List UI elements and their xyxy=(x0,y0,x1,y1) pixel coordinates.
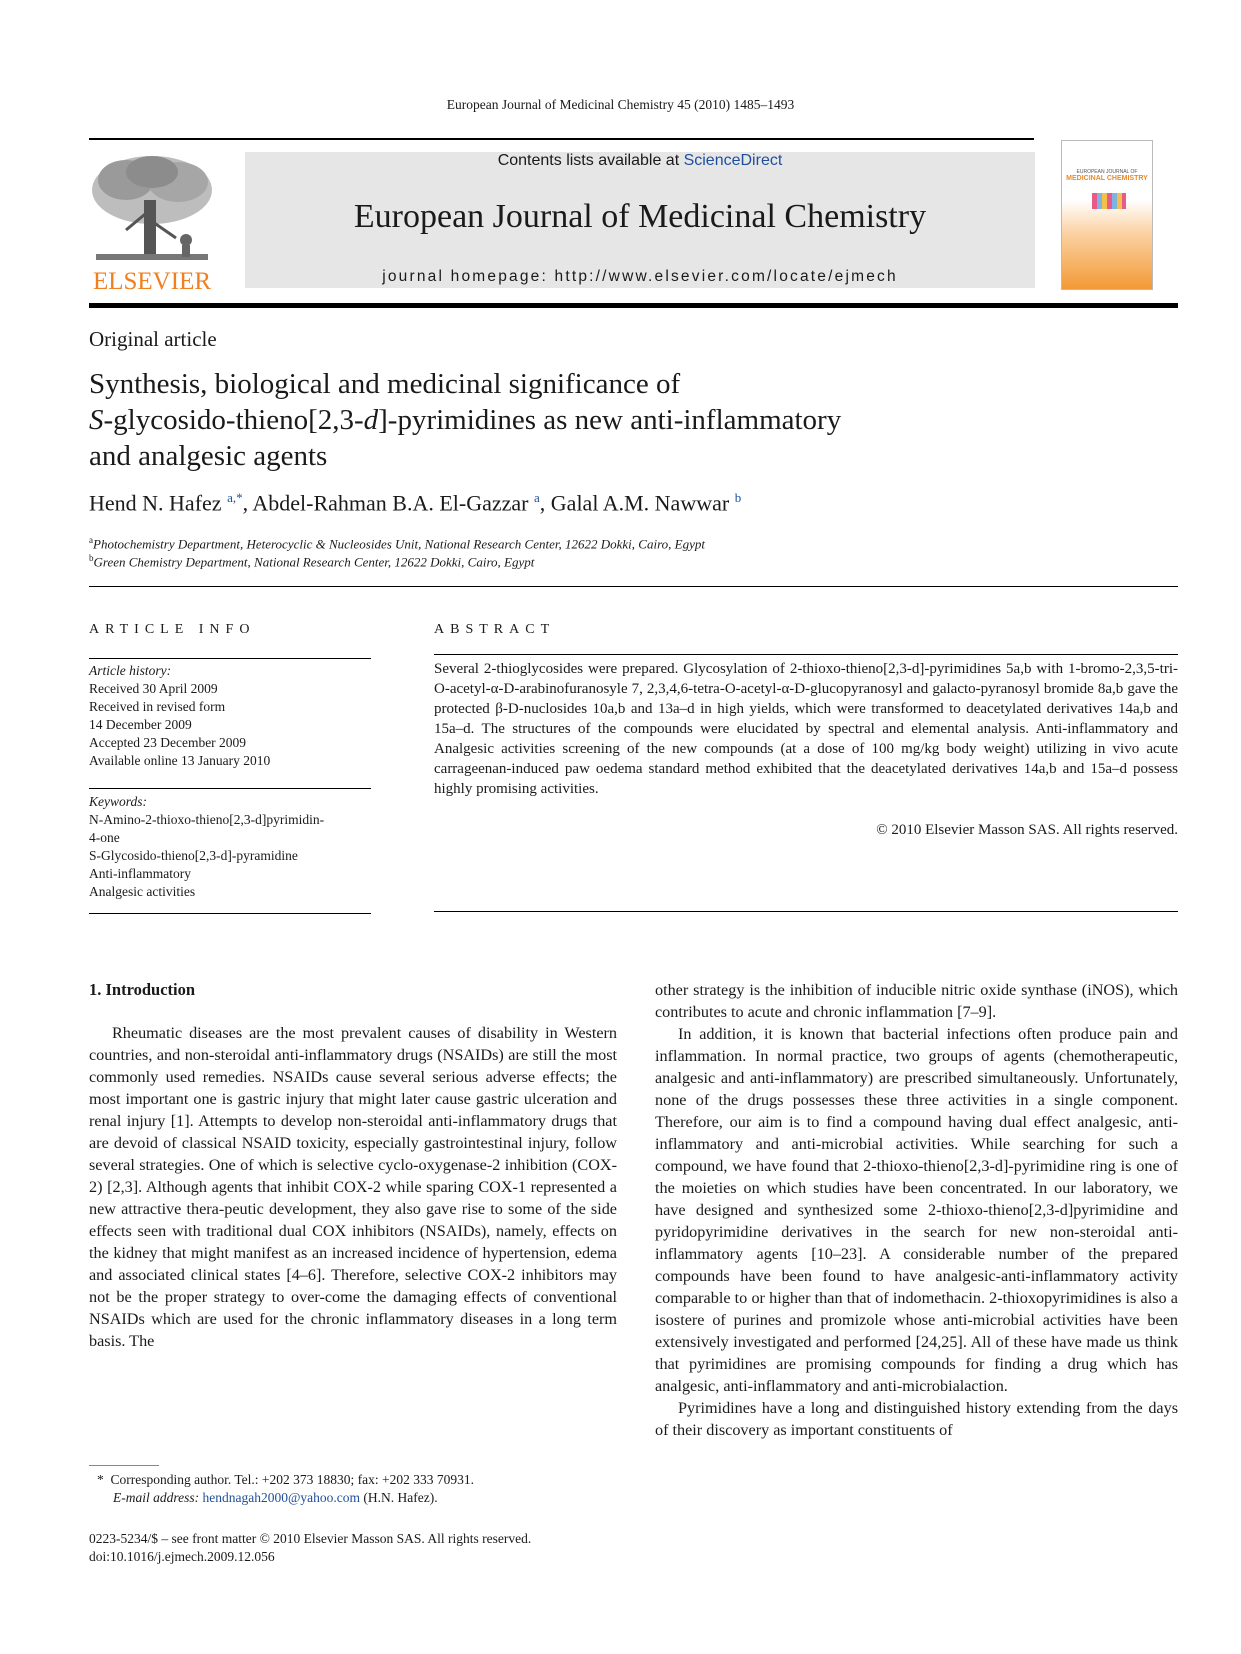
journal-cover-thumbnail[interactable] xyxy=(1061,140,1153,290)
elsevier-tree-icon xyxy=(86,150,218,268)
author-name[interactable]: Hend N. Hafez xyxy=(89,490,222,516)
author-list: Hend N. Hafez $^{a,*}$, Abdel-Rahman B.A. El-Gazzar $^a$, Galal A.M. Nawwar $^b$ xyxy=(89,490,742,516)
footnote-mark: * xyxy=(97,1472,104,1487)
email-owner: (H.N. Hafez). xyxy=(363,1490,438,1505)
title-italic-d: d xyxy=(363,404,379,436)
keywords xyxy=(89,793,371,901)
keyword: S-Glycosido-thieno[2,3-d]-pyramidine xyxy=(89,848,298,863)
history-item: 14 December 2009 xyxy=(89,717,192,732)
title-line-1: Synthesis, biological and medicinal significance of xyxy=(89,368,681,400)
history-item: Available online 13 January 2010 xyxy=(89,753,271,768)
cover-title: MEDICINAL CHEMISTRY xyxy=(1066,175,1148,182)
info-rule xyxy=(89,658,371,659)
keyword: Anti-inflammatory xyxy=(89,866,191,881)
corresponding-author-footnote xyxy=(97,1471,637,1507)
elsevier-wordmark: ELSEVIER xyxy=(92,268,212,295)
email-label: E-mail address: xyxy=(113,1490,200,1505)
elsevier-logo[interactable] xyxy=(86,150,218,298)
history-item: Accepted 23 December 2009 xyxy=(89,735,247,750)
running-head: European Journal of Medicinal Chemistry 45 (2010) 1485–1493 xyxy=(446,97,795,112)
paragraph: other strategy is the inhibition of inducible nitric oxide synthase (iNOS), which contributes to acute and chronic inflammation [7–9]. xyxy=(655,981,1178,1021)
section-rule xyxy=(89,586,1178,587)
cover-small-text: EUROPEAN JOURNAL OF xyxy=(1076,169,1138,175)
affiliation-mark: b xyxy=(89,553,94,563)
info-rule xyxy=(89,913,371,914)
affiliation-a xyxy=(89,535,705,552)
author-affiliation-mark[interactable]: a xyxy=(534,490,540,505)
abstract-heading: ABSTRACT xyxy=(434,622,556,637)
history-item: Received in revised form xyxy=(89,699,226,714)
title-part-b: ]-pyrimidines as new anti-inflammatory xyxy=(378,404,842,436)
article-history xyxy=(89,662,371,770)
paragraph: In addition, it is known that bacterial infections often produce pain and inflammation. In normal practice, two groups of agents (chemotherapeutic, analgesic and anti-inflammatory) are prescribed simultaneously. Unfortunately, none of the drugs possesses these three activities in a single component. Therefore, our aim is to find a compound having dual effect analgesic, anti-inflammatory and anti-microbial activities. While searching for such a compound, we have found that 2-thioxo-thieno[2,3-d]-pyrimidine ring is one of the moieties on which studies have been concentrated. In our laboratory, we have designed and synthesized some 2-thioxo-thieno[2,3-d]pyrimidine and pyridopyrimidine derivatives in the search for new non-steroidal anti-inflammatory agents [10–23]. A considerable number of the prepared compounds have been found to have analgesic-anti-inflammatory activity comparable to or higher than that of indomethacin. 2-thioxopyrimidines is also a isostere of purines and promizole whose anti-microbial activities have been extensively investigated and performed [24,25]. All of these have made us think that pyrimidines are promising compounds for finding a drug which has analgesic, anti-inflammatory and anti-microbialaction. xyxy=(655,1025,1178,1395)
abstract-rule xyxy=(434,654,1178,655)
affiliation-mark: a xyxy=(89,535,93,545)
footnote-rule xyxy=(89,1465,159,1466)
cover-graphic xyxy=(1092,193,1126,209)
intro-left-column xyxy=(89,1022,617,1352)
history-label: Article history: xyxy=(89,663,172,678)
section-heading-introduction: 1. Introduction xyxy=(89,980,196,999)
abstract-copyright: © 2010 Elsevier Masson SAS. All rights reserved. xyxy=(876,822,1178,838)
article-title xyxy=(89,366,1079,474)
header-thick-rule xyxy=(89,303,1178,308)
keyword: Analgesic activities xyxy=(89,884,196,899)
author-affiliation-mark[interactable]: b xyxy=(734,490,742,505)
title-italic-s: S xyxy=(89,404,104,436)
abstract-text: Several 2-thioglycosides were prepared. Glycosylation of 2-thioxo-thieno[2,3-d]-pyrimidines 5a,b with 1-bromo-2,3,5-tri-O-acetyl-α-D-arabinofuranosyle 7, 2,3,4,6-tetra-O-acetyl-α-D-glucopyranosyl and galacto-pyranosyl bromide 8a,b gave the protected β-D-nuclosides 10a,b and 13a–d in high yields, which were transformed to deacetylated derivatives 14a,b and 15a–d. The structures of the compounds were elucidated by spectral and elemental analysis. Anti-inflammatory and Analgesic activities screening of the new compounds (at a dose of 100 mg/kg body weight) utilizing in vivo acute carrageenan-induced paw oedema standard method exhibited that the deacetylated derivatives 14a,b and 15a–d possess highly promising activities. xyxy=(434,661,1178,797)
paragraph: Rheumatic diseases are the most prevalent causes of disability in Western countries, and non-steroidal anti-inflammatory drugs (NSAIDs) are still the most commonly used remedies. NSAIDs cause several serious adverse effects; the most important one is gastric injury that might later cause gastric ulceration and renal injury [1]. Attempts to develop non-steroidal anti-inflammatory drugs that are devoid of classical NSAID toxicity, especially gastrointestinal injury, follow several strategies. One of which is selective cyclo-oxygenase-2 inhibition (COX-2) [2,3]. Although agents that inhibit COX-2 while sparing COX-1 represented a new attractive thera-peutic development, they also gave rise to some of the side effects seen with traditional dual COX inhibitors (NSAIDs), namely, effects on the kidney that might manifest as an increased incidence of hypertension, edema and associated clinical states [4–6]. Therefore, selective COX-2 inhibitors may not be the proper strategy to over-come the damaging effects of conventional NSAIDs which are used for the chronic inflammatory diseases in a long term basis. The xyxy=(89,1024,617,1350)
affiliation-text: Green Chemistry Department, National Research Center, 12622 Dokki, Cairo, Egypt xyxy=(93,554,535,570)
title-part-a: -glycosido-thieno[2,3- xyxy=(103,404,364,436)
contents-prefix: Contents lists available at xyxy=(497,152,684,169)
author-affiliation-mark[interactable]: a,* xyxy=(227,490,243,505)
author-name[interactable]: Galal A.M. Nawwar xyxy=(550,490,730,516)
title-line-2 xyxy=(89,402,1079,438)
journal-banner xyxy=(245,152,1035,288)
article-type: Original article xyxy=(89,327,217,351)
sciencedirect-link[interactable]: ScienceDirect xyxy=(683,152,783,169)
keyword: N-Amino-2-thioxo-thieno[2,3-d]pyrimidin- xyxy=(89,812,325,827)
header-rule xyxy=(89,138,1034,140)
issn-line: 0223-5234/$ – see front matter © 2010 Elsevier Masson SAS. All rights reserved. xyxy=(89,1531,532,1546)
keywords-label: Keywords: xyxy=(89,794,147,809)
affiliation-text: Photochemistry Department, Heterocyclic & Nucleosides Unit, National Research Center, 12622 Dokki, Cairo, Egypt xyxy=(93,536,705,552)
abstract-end-rule xyxy=(434,911,1178,912)
journal-title: European Journal of Medicinal Chemistry xyxy=(353,198,927,235)
email-link[interactable]: hendnagah2000@yahoo.com xyxy=(202,1490,361,1505)
intro-right-column xyxy=(655,979,1178,1441)
keyword: 4-one xyxy=(89,830,120,845)
author-name[interactable]: Abdel-Rahman B.A. El-Gazzar xyxy=(252,490,529,516)
footnote-text: Corresponding author. Tel.: +202 373 18830; fax: +202 333 70931. xyxy=(110,1472,475,1487)
article-info-heading: ARTICLE INFO xyxy=(89,622,256,637)
contents-line xyxy=(245,152,1035,170)
doi-line[interactable]: doi:10.1016/j.ejmech.2009.12.056 xyxy=(89,1549,275,1564)
affiliation-b xyxy=(89,553,534,570)
history-item: Received 30 April 2009 xyxy=(89,681,218,696)
title-line-3: and analgesic agents xyxy=(89,440,328,472)
paragraph: Pyrimidines have a long and distinguished history extending from the days of their discovery as important constituents of xyxy=(655,1399,1178,1439)
info-rule xyxy=(89,788,371,789)
journal-homepage[interactable]: journal homepage: http://www.elsevier.com/locate/ejmech xyxy=(382,268,898,285)
